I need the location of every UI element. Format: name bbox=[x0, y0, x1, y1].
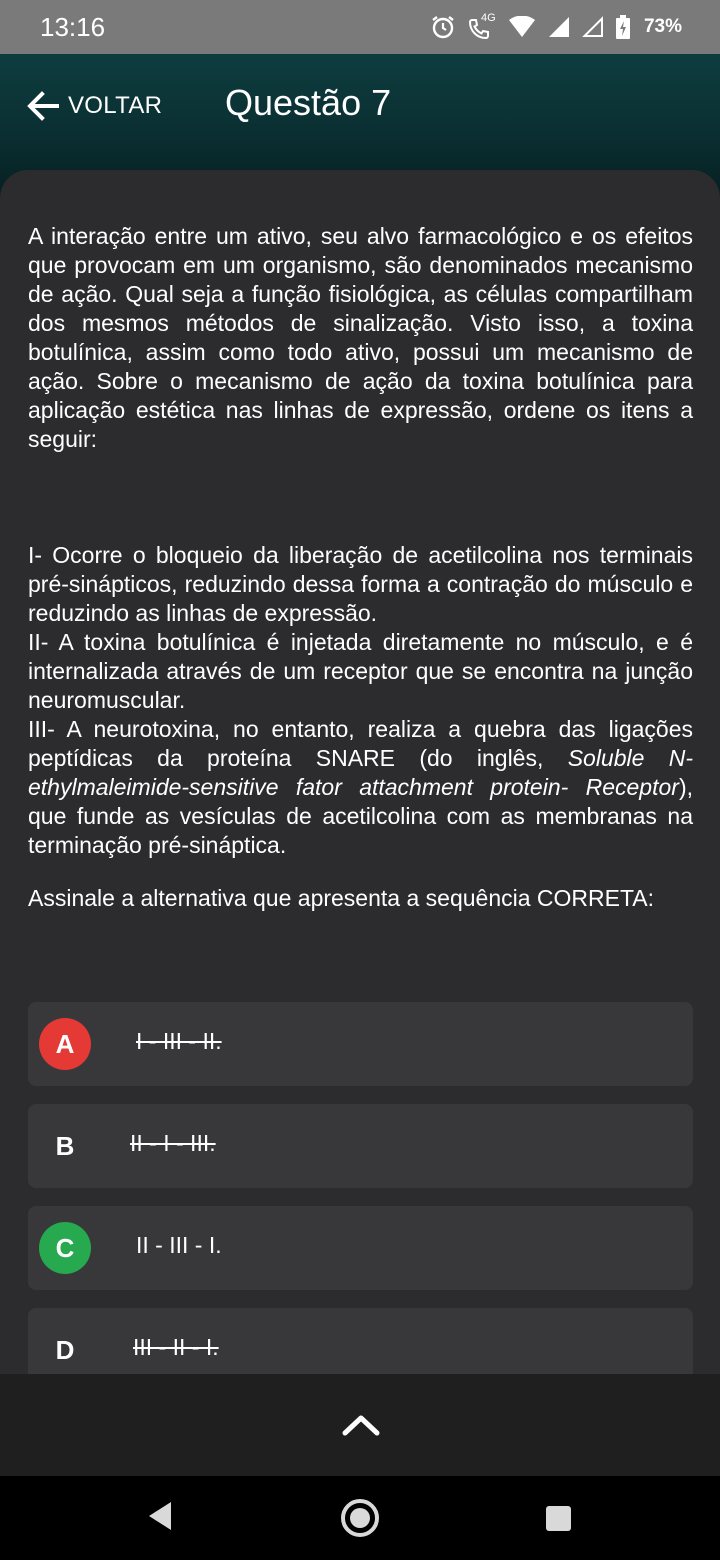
status-icons bbox=[430, 12, 682, 42]
triangle-back-icon[interactable] bbox=[146, 1500, 174, 1532]
volte-call-icon bbox=[468, 14, 496, 40]
arrow-left-icon bbox=[26, 91, 60, 121]
statement-item-3 bbox=[28, 715, 693, 860]
system-nav-bar bbox=[0, 1476, 720, 1560]
status-bar bbox=[0, 0, 720, 54]
signal-empty-icon bbox=[582, 16, 604, 38]
circle-home-icon[interactable] bbox=[340, 1498, 380, 1538]
statement-item-3-end: ), que funde as vesículas de acetilcolina com as membranas na terminação pré-sináptica. bbox=[28, 774, 693, 858]
back-button[interactable] bbox=[26, 86, 162, 126]
option-text: II - III - I. bbox=[136, 1232, 222, 1258]
question-text bbox=[28, 222, 693, 913]
option-text: II - I - III. bbox=[130, 1130, 216, 1156]
statement-item-1: I- Ocorre o bloqueio da liberação de acetilcolina nos terminais pré-sinápticos, reduzindo dessa forma a contração do músculo e reduzindo as linhas de expressão. bbox=[28, 542, 693, 626]
option-letter: B bbox=[55, 1130, 75, 1161]
chevron-up-icon[interactable] bbox=[340, 1410, 382, 1438]
page-title: Questão 7 bbox=[225, 82, 392, 123]
battery-charging-icon bbox=[616, 15, 630, 39]
network-type-label: 4G bbox=[480, 12, 496, 24]
signal-full-icon bbox=[548, 16, 570, 38]
statement-item-2: II- A toxina botulínica é injetada diretamente no músculo, e é internalizada através de um receptor que se encontra na junção neuromuscular. bbox=[28, 629, 693, 713]
question-intro: A interação entre um ativo, seu alvo farmacológico e os efeitos que provocam em um organismo, são denominados mecanismo de ação. Qual seja a função fisiológica, as células compartilham dos mesmos métodos de sinalização. Visto isso, a toxina botulínica, assim como todo ativo, possui um mecanismo de ação. Sobre o mecanismo de ação da toxina botulínica para aplicação estética nas linhas de expressão, ordene os itens a seguir: bbox=[28, 223, 693, 452]
option-text: III - II - I. bbox=[133, 1334, 219, 1360]
status-time: 13:16 bbox=[40, 12, 106, 42]
option-text: I - III - II. bbox=[136, 1028, 222, 1054]
square-recents-icon[interactable] bbox=[545, 1505, 572, 1532]
alarm-icon bbox=[430, 14, 456, 40]
statement-item-3-italic: Soluble N-ethylmaleimide-sensitive fator attachment protein- Receptor bbox=[28, 745, 693, 800]
option-d[interactable] bbox=[28, 1308, 693, 1374]
question-card bbox=[0, 170, 720, 1374]
wifi-icon bbox=[508, 16, 536, 38]
bottom-panel bbox=[0, 1374, 720, 1476]
option-c[interactable] bbox=[28, 1206, 693, 1290]
back-label: VOLTAR bbox=[68, 92, 163, 119]
option-letter: A bbox=[39, 1018, 91, 1070]
statement-item-3-start: III- A neurotoxina, no entanto, realiza a quebra das ligações peptídicas da proteína SNARE (do inglês, bbox=[28, 716, 693, 771]
option-b[interactable] bbox=[28, 1104, 693, 1188]
option-a[interactable] bbox=[28, 1002, 693, 1086]
battery-percent: 73% bbox=[643, 16, 682, 37]
option-letter: D bbox=[55, 1334, 75, 1365]
question-prompt: Assinale a alternativa que apresenta a sequência CORRETA: bbox=[28, 885, 655, 911]
option-letter: C bbox=[39, 1222, 91, 1274]
